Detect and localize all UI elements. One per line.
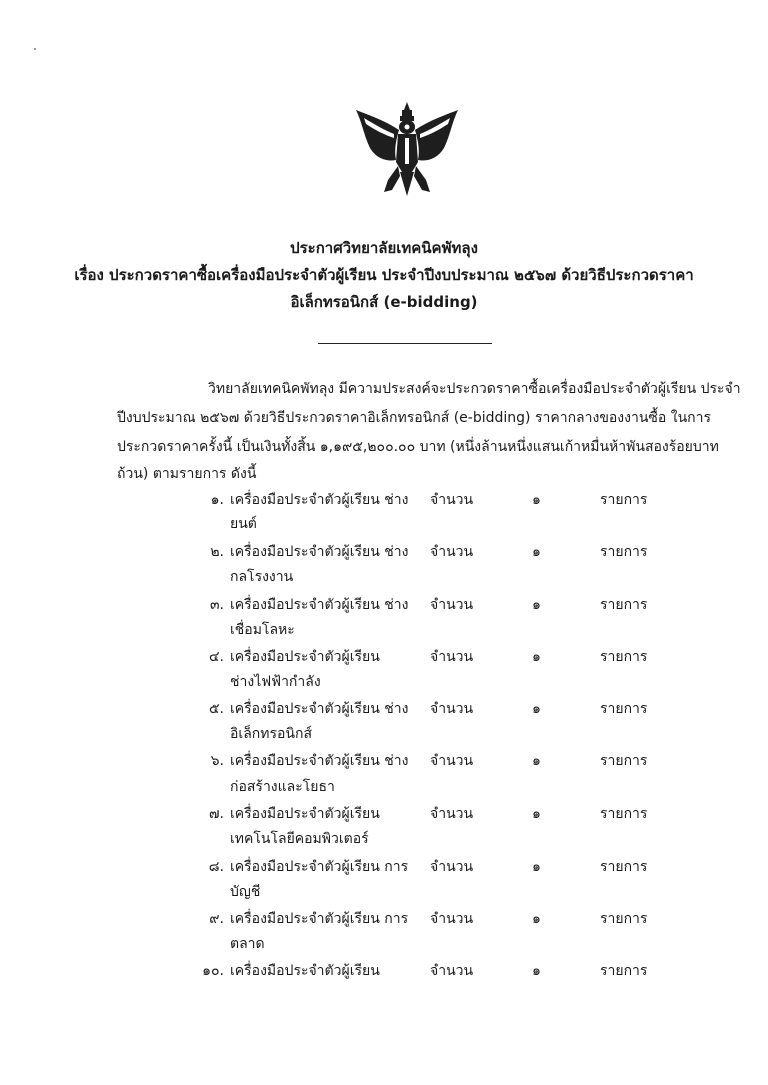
item-number: ๑. — [210, 492, 224, 508]
item-description-cont: ยนต์ — [230, 516, 257, 532]
item-number: ๘. — [208, 859, 224, 875]
item-unit: รายการ — [600, 753, 648, 769]
item-number: ๑๐. — [202, 963, 224, 979]
item-unit: รายการ — [600, 859, 648, 875]
item-unit: รายการ — [600, 649, 648, 665]
item-description: เครื่องมือประจำตัวผู้เรียน — [230, 806, 380, 822]
item-amount-label: จำนวน — [430, 963, 474, 979]
item-quantity: ๑ — [532, 859, 541, 875]
item-number: ๕. — [208, 701, 224, 717]
item-description: เครื่องมือประจำตัวผู้เรียน — [230, 649, 380, 665]
announcement-subject-line1: เรื่อง ประกวดราคาซื้อเครื่องมือประจำตัวผู้เรียน ประจำปีงบประมาณ ๒๕๖๗ ด้วยวิธีประกวดราคา — [74, 266, 694, 284]
announcement-subject-line2: อิเล็กทรอนิกส์ (e-bidding) — [290, 293, 478, 311]
item-quantity: ๑ — [532, 597, 541, 613]
item-quantity: ๑ — [532, 911, 541, 927]
body-paragraph-line4: ถ้วน) ตามรายการ ดังนี้ — [117, 466, 257, 482]
item-amount-label: จำนวน — [430, 911, 474, 927]
item-quantity: ๑ — [532, 701, 541, 717]
item-amount-label: จำนวน — [430, 649, 474, 665]
body-paragraph-line1: วิทยาลัยเทคนิคพัทลุง มีความประสงค์จะประกวดราคาซื้อเครื่องมือประจำตัวผู้เรียน ประจำ — [208, 381, 741, 397]
item-description: เครื่องมือประจำตัวผู้เรียน — [230, 963, 380, 979]
item-description: เครื่องมือประจำตัวผู้เรียน การ — [230, 859, 409, 875]
item-number: ๙. — [209, 911, 224, 927]
garuda-emblem — [354, 100, 460, 200]
scan-speck — [34, 48, 36, 50]
item-amount-label: จำนวน — [430, 753, 474, 769]
item-amount-label: จำนวน — [430, 859, 474, 875]
item-description-cont: ตลาด — [230, 936, 265, 952]
announcement-title: ประกาศวิทยาลัยเทคนิคพัทลุง — [290, 239, 478, 257]
item-description: เครื่องมือประจำตัวผู้เรียน ช่าง — [230, 753, 409, 769]
item-description-cont: ช่างไฟฟ้ากำลัง — [230, 674, 321, 690]
item-unit: รายการ — [600, 701, 648, 717]
item-amount-label: จำนวน — [430, 701, 474, 717]
item-description-cont: อิเล็กทรอนิกส์ — [230, 726, 312, 742]
item-description: เครื่องมือประจำตัวผู้เรียน ช่าง — [230, 597, 409, 613]
item-unit: รายการ — [600, 597, 648, 613]
item-description-cont: บัญชี — [230, 884, 261, 900]
item-number: ๖. — [210, 753, 224, 769]
item-quantity: ๑ — [532, 963, 541, 979]
item-quantity: ๑ — [532, 649, 541, 665]
item-description-cont: เทคโนโลยีคอมพิวเตอร์ — [230, 831, 369, 847]
body-paragraph-line2: ปีงบประมาณ ๒๕๖๗ ด้วยวิธีประกวดราคาอิเล็กทรอนิกส์ (e-bidding) ราคากลางของงานซื้อ ในการ — [117, 410, 712, 426]
item-quantity: ๑ — [532, 544, 541, 560]
heading-divider — [318, 343, 492, 344]
item-unit: รายการ — [600, 492, 648, 508]
item-description: เครื่องมือประจำตัวผู้เรียน การ — [230, 911, 409, 927]
item-number: ๓. — [209, 597, 224, 613]
item-quantity: ๑ — [532, 753, 541, 769]
item-description-cont: กลโรงงาน — [230, 569, 294, 585]
item-description: เครื่องมือประจำตัวผู้เรียน ช่าง — [230, 492, 409, 508]
item-unit: รายการ — [600, 911, 648, 927]
item-number: ๗. — [209, 806, 224, 822]
item-quantity: ๑ — [532, 806, 541, 822]
item-number: ๒. — [210, 544, 224, 560]
item-description-cont: ก่อสร้างและโยธา — [230, 779, 335, 795]
item-description: เครื่องมือประจำตัวผู้เรียน ช่าง — [230, 544, 409, 560]
item-amount-label: จำนวน — [430, 806, 474, 822]
item-amount-label: จำนวน — [430, 597, 474, 613]
item-number: ๔. — [208, 649, 224, 665]
item-unit: รายการ — [600, 963, 648, 979]
item-description-cont: เชื่อมโลหะ — [230, 622, 295, 638]
item-quantity: ๑ — [532, 492, 541, 508]
item-amount-label: จำนวน — [430, 544, 474, 560]
item-unit: รายการ — [600, 544, 648, 560]
item-amount-label: จำนวน — [430, 492, 474, 508]
body-paragraph-line3: ประกวดราคาครั้งนี้ เป็นเงินทั้งสิ้น ๑,๑๙๕,๒๐๐.๐๐ บาท (หนึ่งล้านหนึ่งแสนเก้าหมื่นห้าพันสองร้อยบาท — [117, 439, 719, 455]
item-description: เครื่องมือประจำตัวผู้เรียน ช่าง — [230, 701, 409, 717]
item-unit: รายการ — [600, 806, 648, 822]
